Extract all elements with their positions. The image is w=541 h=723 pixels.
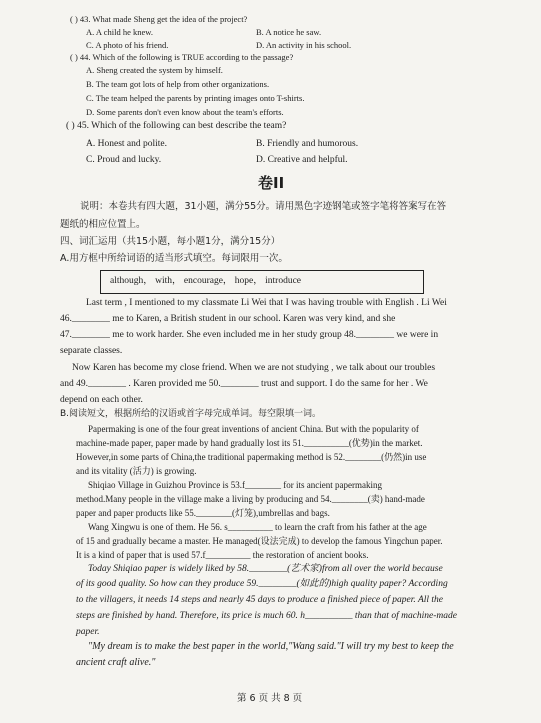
q44-option-a: A. Sheng created the system by himself.	[86, 65, 223, 75]
passageB-line-7: paper and paper products like 55.________(灯笼),umbrellas and bags.	[76, 508, 330, 518]
passageB-line-15: paper.	[76, 627, 100, 637]
q43-option-a: A. A child he knew.	[86, 27, 153, 37]
part2-title: 卷II	[258, 174, 285, 192]
q45-option-d: D. Creative and helpful.	[256, 155, 348, 165]
sectionB-title: B.阅读短文，根据所给的汉语或首字母完成单词。每空限填一词。	[60, 409, 322, 419]
sectionA-title: A.用方框中所给词语的适当形式填空。每词限用一次。	[60, 253, 288, 264]
q45-option-c: C. Proud and lucky.	[86, 155, 162, 165]
passageB-line-4: and its vitality (活力) is growing.	[76, 466, 197, 476]
q44-stem: ( ) 44. Which of the following is TRUE according to the passage?	[70, 52, 294, 62]
q43-stem: ( ) 43. What made Sheng get the idea of the project?	[70, 14, 248, 24]
passageA-line-6: and 49.________ . Karen provided me 50.________ trust and support. I do the same for her . We	[60, 379, 428, 389]
instructions-line-1: 说明：本卷共有四大题，31小题，满分55分。请用黑色字迹钢笔或签字笔将答案写在答	[80, 201, 447, 212]
page-footer: 第 6 页 共 8 页	[237, 693, 303, 704]
q45-option-b: B. Friendly and humorous.	[256, 139, 359, 149]
passageB-line-5: Shiqiao Village in Guizhou Province is 53.f________ for its ancient papermaking	[88, 480, 382, 490]
passageA-line-7: depend on each other.	[60, 395, 143, 405]
passageB-line-1: Papermaking is one of the four great inventions of ancient China. But with the popularity of	[88, 424, 419, 434]
passageB-line-11: Today Shiqiao paper is widely liked by 58.________(艺术家)from all over the world because	[88, 564, 443, 574]
passageB-line-3: However,in some parts of China,the traditional papermaking method is 52.________(仍然)in use	[76, 452, 427, 462]
passageB-line-13: to the villagers, it needs 14 steps and nearly 45 days to produce a finished piece of paper. All the	[76, 595, 444, 605]
q43-option-b: B. A notice he saw.	[256, 27, 322, 37]
passageB-line-2: machine-made paper, paper made by hand gradually lost its 51.__________(优势)in the market.	[76, 438, 423, 448]
passageB-line-6: method.Many people in the village make a living by producing and 54.________(卖) hand-made	[76, 494, 425, 504]
q45-option-a: A. Honest and polite.	[86, 139, 168, 149]
q45-stem: ( ) 45. Which of the following can best describe the team?	[66, 121, 287, 131]
passageA-line-2: 46.________ me to Karen, a British student in our school. Karen was very kind, and she	[60, 314, 396, 324]
passageA-line-3: 47.________ me to work harder. She even included me in her study group 48.________ we were in	[60, 330, 439, 340]
passageB-line-12: of its good quality. So how can they produce 59.________(如此的)high quality paper? According	[76, 579, 448, 589]
q43-option-d: D. An activity in his school.	[256, 40, 352, 50]
passageB-line-10: It is a kind of paper that is used 57.f__________ the restoration of ancient books.	[76, 550, 369, 560]
passageB-line-14: steps are finished by hand. Therefore, its price is much 60. h__________ than that of machine-made	[76, 611, 458, 621]
passageA-line-4: separate classes.	[60, 346, 123, 356]
q43-option-c: C. A photo of his friend.	[86, 40, 169, 50]
passageA-line-5: Now Karen has become my close friend. When we are not studying , we talk about our troubles	[72, 363, 436, 373]
passageB-line-8: Wang Xingwu is one of them. He 56. s__________ to learn the craft from his father at the age	[88, 522, 427, 532]
section4-title: 四、词汇运用（共15小题，每小题1分，满分15分）	[60, 236, 281, 247]
passageB-line-9: of 15 and gradually became a master. He managed(设法完成) to develop the famous Yingchun paper.	[76, 536, 443, 546]
q44-option-b: B. The team got lots of help from other organizations.	[86, 79, 270, 89]
q44-option-c: C. The team helped the parents by printing images onto T-shirts.	[86, 93, 305, 103]
word-box-words: although， with， encourage， hope， introduce	[110, 276, 302, 286]
passageA-line-1: Last term , I mentioned to my classmate Li Wei that I was having trouble with English . Li Wei	[86, 298, 447, 308]
passageB-line-17: ancient craft alive."	[76, 657, 156, 668]
passageB-line-16: "My dream is to make the best paper in the world,"Wang said."I will try my best to keep the	[88, 641, 454, 652]
instructions-line-2: 题纸的相应位置上。	[60, 219, 146, 230]
q44-option-d: D. Some parents don't even know about the team's efforts.	[86, 107, 284, 117]
